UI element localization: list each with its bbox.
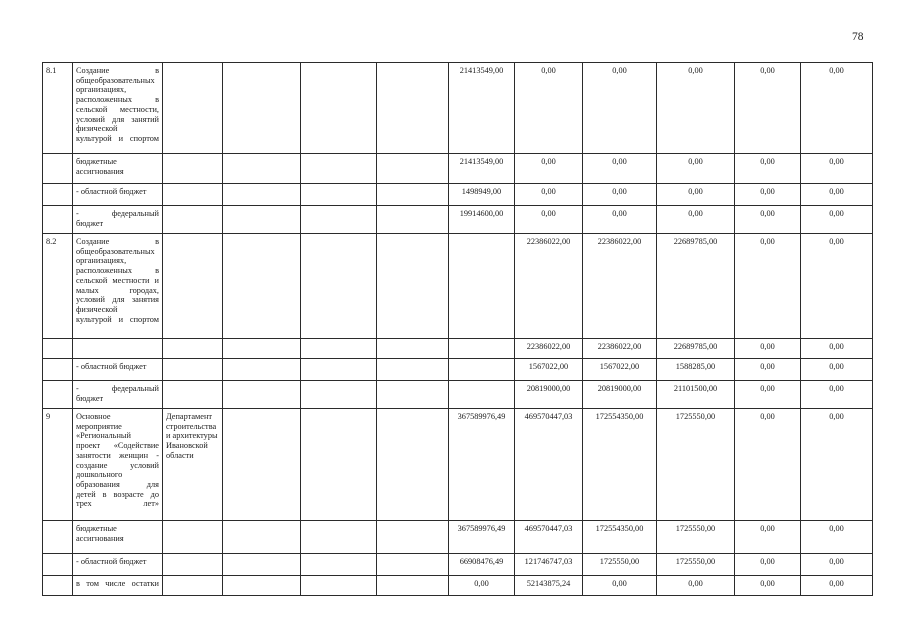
executor xyxy=(163,234,223,339)
empty-cell xyxy=(301,339,377,359)
item-name xyxy=(73,339,163,359)
empty-cell xyxy=(223,339,301,359)
amount-cell: 21101500,00 xyxy=(657,381,735,409)
amount-cell: 1725550,00 xyxy=(583,554,657,576)
amount-cell: 367589976,49 xyxy=(449,521,515,554)
empty-cell xyxy=(301,576,377,596)
amount-cell: 52143875,24 xyxy=(515,576,583,596)
executor xyxy=(163,576,223,596)
row-number: 9 xyxy=(43,409,73,521)
empty-cell xyxy=(301,381,377,409)
empty-cell xyxy=(377,154,449,184)
row-number: 8.1 xyxy=(43,63,73,154)
amount-cell: 0,00 xyxy=(657,63,735,154)
empty-cell xyxy=(301,206,377,234)
item-name: бюджетные ассигнования xyxy=(73,154,163,184)
amount-cell: 22689785,00 xyxy=(657,234,735,339)
amount-cell: 0,00 xyxy=(801,381,873,409)
row-number xyxy=(43,206,73,234)
table-row xyxy=(43,339,873,359)
amount-cell: 0,00 xyxy=(657,576,735,596)
empty-cell xyxy=(223,234,301,339)
amount-cell: 0,00 xyxy=(583,154,657,184)
item-name: Создание в общеобразовательных организациях, расположенных в сельской местности и малых городах, условий для занятия физической культурой и спортом xyxy=(73,234,163,339)
amount-cell: 1725550,00 xyxy=(657,554,735,576)
executor xyxy=(163,339,223,359)
executor xyxy=(163,554,223,576)
amount-cell: 22386022,00 xyxy=(583,234,657,339)
empty-cell xyxy=(377,381,449,409)
item-name: в том числе остатки xyxy=(73,576,163,596)
executor: Департамент строительства и архитектуры Ивановской области xyxy=(163,409,223,521)
row-number xyxy=(43,359,73,381)
amount-cell: 0,00 xyxy=(801,63,873,154)
row-number xyxy=(43,554,73,576)
amount-cell: 0,00 xyxy=(583,184,657,206)
amount-cell: 172554350,00 xyxy=(583,521,657,554)
empty-cell xyxy=(301,63,377,154)
amount-cell: 0,00 xyxy=(735,184,801,206)
item-name: Создание в общеобразовательных организациях, расположенных в сельской местности, условий для занятий физической культурой и спортом xyxy=(73,63,163,154)
item-name: - областной бюджет xyxy=(73,359,163,381)
empty-cell xyxy=(377,339,449,359)
item-name: - федеральный бюджет xyxy=(73,206,163,234)
amount-cell: 0,00 xyxy=(583,63,657,154)
empty-cell xyxy=(301,234,377,339)
executor xyxy=(163,154,223,184)
amount-cell: 66908476,49 xyxy=(449,554,515,576)
empty-cell xyxy=(301,554,377,576)
amount-cell: 1725550,00 xyxy=(657,521,735,554)
amount-cell: 0,00 xyxy=(735,234,801,339)
executor xyxy=(163,63,223,154)
empty-cell xyxy=(223,576,301,596)
executor xyxy=(163,206,223,234)
table-row xyxy=(43,184,873,206)
amount-cell: 0,00 xyxy=(801,359,873,381)
executor xyxy=(163,184,223,206)
empty-cell xyxy=(301,359,377,381)
amount-cell xyxy=(449,339,515,359)
amount-cell: 20819000,00 xyxy=(515,381,583,409)
executor xyxy=(163,359,223,381)
amount-cell: 0,00 xyxy=(735,154,801,184)
empty-cell xyxy=(377,576,449,596)
amount-cell: 0,00 xyxy=(735,409,801,521)
table-row xyxy=(43,554,873,576)
amount-cell: 1588285,00 xyxy=(657,359,735,381)
amount-cell: 0,00 xyxy=(515,63,583,154)
item-name: бюджетные ассигнования xyxy=(73,521,163,554)
empty-cell xyxy=(223,359,301,381)
amount-cell: 0,00 xyxy=(735,381,801,409)
amount-cell: 0,00 xyxy=(801,154,873,184)
amount-cell: 172554350,00 xyxy=(583,409,657,521)
empty-cell xyxy=(301,521,377,554)
empty-cell xyxy=(223,521,301,554)
amount-cell: 469570447,03 xyxy=(515,409,583,521)
row-number xyxy=(43,576,73,596)
amount-cell: 0,00 xyxy=(449,576,515,596)
amount-cell: 0,00 xyxy=(583,206,657,234)
amount-cell: 0,00 xyxy=(735,554,801,576)
empty-cell xyxy=(223,63,301,154)
amount-cell: 22386022,00 xyxy=(515,234,583,339)
empty-cell xyxy=(377,521,449,554)
amount-cell: 0,00 xyxy=(657,154,735,184)
empty-cell xyxy=(377,554,449,576)
amount-cell: 22386022,00 xyxy=(515,339,583,359)
table-row xyxy=(43,63,873,154)
page-number: 78 xyxy=(852,31,864,43)
row-number xyxy=(43,154,73,184)
empty-cell xyxy=(223,381,301,409)
empty-cell xyxy=(377,206,449,234)
empty-cell xyxy=(223,206,301,234)
empty-cell xyxy=(377,184,449,206)
table-row xyxy=(43,521,873,554)
amount-cell: 0,00 xyxy=(515,184,583,206)
amount-cell: 0,00 xyxy=(801,206,873,234)
item-name: - областной бюджет xyxy=(73,554,163,576)
row-number xyxy=(43,521,73,554)
empty-cell xyxy=(301,184,377,206)
amount-cell xyxy=(449,234,515,339)
item-name: Основное мероприятие «Региональный проект «Содействие занятости женщин - создание условий дошкольного образования для детей в возрасте до трех лет» xyxy=(73,409,163,521)
empty-cell xyxy=(377,63,449,154)
empty-cell xyxy=(377,359,449,381)
table-row xyxy=(43,206,873,234)
amount-cell: 0,00 xyxy=(801,576,873,596)
row-number xyxy=(43,381,73,409)
amount-cell: 1567022,00 xyxy=(583,359,657,381)
budget-table xyxy=(42,62,873,596)
table-row xyxy=(43,234,873,339)
amount-cell: 0,00 xyxy=(657,206,735,234)
amount-cell: 367589976,49 xyxy=(449,409,515,521)
empty-cell xyxy=(223,409,301,521)
amount-cell: 22689785,00 xyxy=(657,339,735,359)
executor xyxy=(163,381,223,409)
amount-cell: 0,00 xyxy=(515,154,583,184)
empty-cell xyxy=(223,154,301,184)
amount-cell: 0,00 xyxy=(583,576,657,596)
table-row xyxy=(43,359,873,381)
amount-cell: 21413549,00 xyxy=(449,154,515,184)
empty-cell xyxy=(377,234,449,339)
row-number: 8.2 xyxy=(43,234,73,339)
empty-cell xyxy=(223,554,301,576)
empty-cell xyxy=(301,409,377,521)
table-row xyxy=(43,154,873,184)
item-name: - федеральный бюджет xyxy=(73,381,163,409)
amount-cell: 20819000,00 xyxy=(583,381,657,409)
executor xyxy=(163,521,223,554)
amount-cell: 0,00 xyxy=(657,184,735,206)
amount-cell: 121746747,03 xyxy=(515,554,583,576)
amount-cell: 0,00 xyxy=(801,521,873,554)
amount-cell: 1567022,00 xyxy=(515,359,583,381)
table-row xyxy=(43,381,873,409)
amount-cell: 0,00 xyxy=(735,521,801,554)
item-name: - областной бюджет xyxy=(73,184,163,206)
amount-cell: 0,00 xyxy=(735,206,801,234)
table-row xyxy=(43,409,873,521)
amount-cell: 0,00 xyxy=(735,359,801,381)
amount-cell: 1498949,00 xyxy=(449,184,515,206)
empty-cell xyxy=(223,184,301,206)
row-number xyxy=(43,184,73,206)
amount-cell: 0,00 xyxy=(515,206,583,234)
amount-cell: 0,00 xyxy=(801,339,873,359)
amount-cell: 19914600,00 xyxy=(449,206,515,234)
empty-cell xyxy=(377,409,449,521)
table-row xyxy=(43,576,873,596)
amount-cell xyxy=(449,359,515,381)
amount-cell: 21413549,00 xyxy=(449,63,515,154)
amount-cell: 0,00 xyxy=(801,409,873,521)
amount-cell: 0,00 xyxy=(801,184,873,206)
amount-cell: 469570447,03 xyxy=(515,521,583,554)
amount-cell xyxy=(449,381,515,409)
amount-cell: 0,00 xyxy=(735,339,801,359)
empty-cell xyxy=(301,154,377,184)
amount-cell: 0,00 xyxy=(801,554,873,576)
amount-cell: 0,00 xyxy=(735,576,801,596)
amount-cell: 0,00 xyxy=(801,234,873,339)
amount-cell: 0,00 xyxy=(735,63,801,154)
amount-cell: 22386022,00 xyxy=(583,339,657,359)
row-number xyxy=(43,339,73,359)
amount-cell: 1725550,00 xyxy=(657,409,735,521)
